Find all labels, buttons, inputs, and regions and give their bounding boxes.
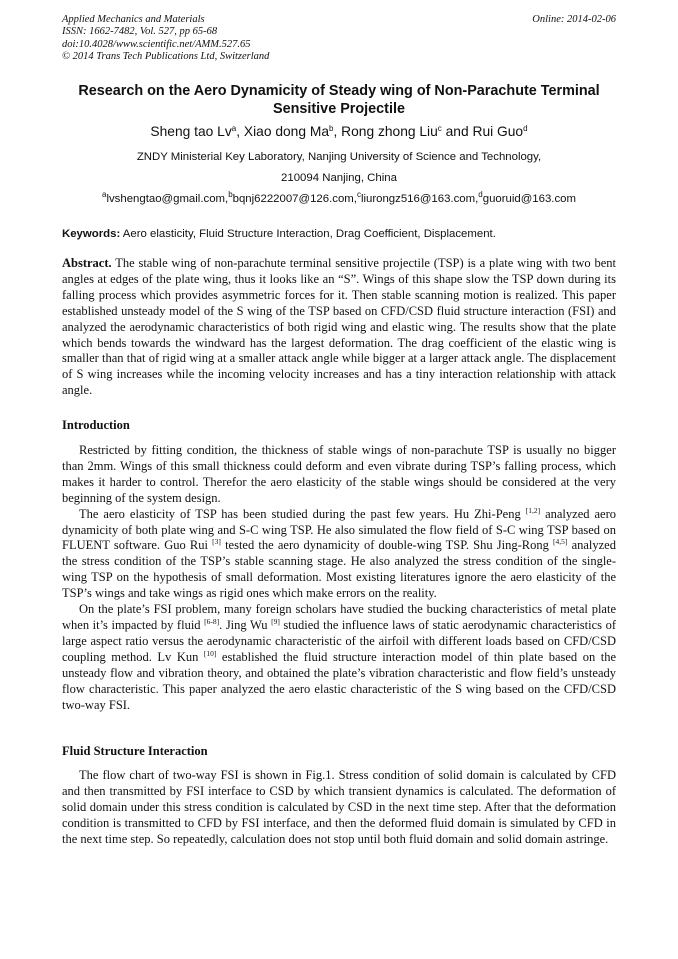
author-mark: d [523,124,528,133]
paragraph [62,602,616,713]
copyright-line: © 2014 Trans Tech Publications Ltd, Switzerland [62,50,270,62]
email-separator: , [475,193,479,205]
author-name: Xiao dong Ma [243,124,330,139]
citation: [4,5] [553,537,568,547]
email-list [62,192,616,207]
author-name: Rong zhong Liu [341,124,438,139]
citation: [6-8] [204,616,220,626]
email-mark: a [102,190,107,199]
email-mark: b [228,190,233,199]
author-name: Rui Guo [472,124,524,139]
section-heading-fsi: Fluid Structure Interaction [62,744,208,758]
email-address[interactable]: guoruid@163.com [482,193,576,205]
email-mark: c [356,190,361,199]
text-run: tested the aero dynamicity of double-wing TSP. Shu Jing-Rong [220,538,554,553]
affiliation-city: 210094 Nanjing, China [281,172,397,184]
email-address[interactable]: lvshengtao@gmail.com [106,193,226,205]
section-heading-introduction: Introduction [62,418,130,432]
text-run: analyzed the stress condition of the TSP’s stable scanning stage. He also analyzed the stress condition of the single-wing TSP on the hypothesis of small deformation. Most existing literatures ignore the aero elasticity of the TSP’s wings and take wings as rigid ones which make errors on the reality. [62,538,616,601]
paragraph: The flow chart of two-way FSI is shown in Fig.1. Stress condition of solid domain is calculated by CFD and then transmitted by FSI interface to CSD by which transient dynamics is calculated. The deformation of solid domain under this stress condition is calculated by CSD in the next time step. After that the deformation condition is transmitted to CFD by FSI interface, and then the deformed fluid domain is simulated by CFD in the next time step. So repeatedly, calculation does not stop until both fluid domain and solid domain astringe. [62,768,616,846]
abstract-text: The stable wing of non-parachute terminal sensitive projectile (TSP) is a plate wing with two bent angles at edges of the plate wing, thus it looks like an “S”. Wings of this shape slow the TSP down during its falling process which provides asymmetric forces for it. Then stable scanning motion is realized. This paper established unsteady model of the S wing of the TSP based on CFD/CSD fluid structure interaction (FSI) and analyzed the aerodynamic characteristics of both rigid wing and elastic wing. The results show that the plate which bends towards the windward has the largest deformation. The drag coefficient of the elastic wing is smaller than that of rigid wing at a smaller attack angle while bigger at a larger attack angle. The displacement of S wing increases while the incoming velocity increases and has a tiny interaction relationship with attack angle. [62,256,616,398]
journal-header [62,14,422,63]
author-mark: b [329,124,334,133]
text-run: analyzed aero dynamicity of both plate wing and S-C wing TSP. He also simulated the flow field of S-C wing TSP based on FLUENT software. Guo Rui [62,506,616,553]
abstract-label: Abstract. [62,256,112,270]
text-run: studied the influence laws of static aerodynamic characteristics of large aspect ratio versus the aerodynamic characteristic of the airfoil with different loads based on CFD/CSD coupling method. Lv Kun [62,617,616,664]
issn-line: ISSN: 1662-7482, Vol. 527, pp 65-68 [62,26,218,38]
author-list [62,123,616,141]
citation: [10] [203,648,217,658]
keywords-text: Aero elasticity, Fluid Structure Interaction, Drag Coefficient, Displacement. [120,228,496,240]
text-run: On the plate’s FSI problem, many foreign scholars have studied the bucking characteristics of metal plate when it’s impacted by fluid [62,602,616,632]
email-separator: , [353,193,357,205]
author-mark: c [437,124,442,133]
introduction-body [62,443,616,713]
author-separator: , [333,124,342,139]
citation: [1,2] [525,505,541,515]
affiliation-line: ZNDY Ministerial Key Laboratory, Nanjing University of Science and Technology, [136,151,542,163]
author-name: Sheng tao Lv [150,124,232,139]
email-address[interactable]: liurongz516@163.com [360,193,476,205]
fsi-body [62,768,616,848]
keywords-label: Keywords: [62,228,121,240]
email-mark: d [478,190,483,199]
paper-title: Research on the Aero Dynamicity of Steady wing of Non-Parachute Terminal Sensitive Projectile [78,83,600,117]
citation: [3] [212,537,221,547]
abstract [62,256,616,399]
text-run: established the fluid structure interaction model of thin plate based on the unsteady flow and vibration theory, and obtained the plate’s vibration characteristic and flow field’s unsteady flow characteristic. This paper analyzed the aero elastic characteristic of the S wing based on the CFD/CSD two-way FSI. [62,649,616,712]
author-separator: , [236,124,244,139]
doi-line: doi:10.4028/www.scientific.net/AMM.527.65 [62,38,251,50]
keywords [62,227,616,242]
paragraph [62,507,616,602]
email-address[interactable]: bqnj6222007@126.com [232,193,354,205]
online-date: Online: 2014-02-06 [532,14,616,25]
citation: [9] [271,616,280,626]
email-separator: , [225,193,229,205]
text-run: . Jing Wu [219,617,272,632]
author-separator: and [441,124,473,139]
journal-name: Applied Mechanics and Materials [62,14,205,25]
author-mark: a [231,124,237,133]
paragraph: Restricted by fitting condition, the thickness of stable wings of non-parachute TSP is usually no bigger than 2mm. Wings of this small thickness could deform and even vibrate during TSP’s falling process, which makes it harder to control. Therefor the aero elasticity of the stable wings should be considered at the very beginning of the system design. [62,443,616,505]
text-run: The aero elasticity of TSP has been studied during the past few years. Hu Zhi-Peng [79,506,526,521]
